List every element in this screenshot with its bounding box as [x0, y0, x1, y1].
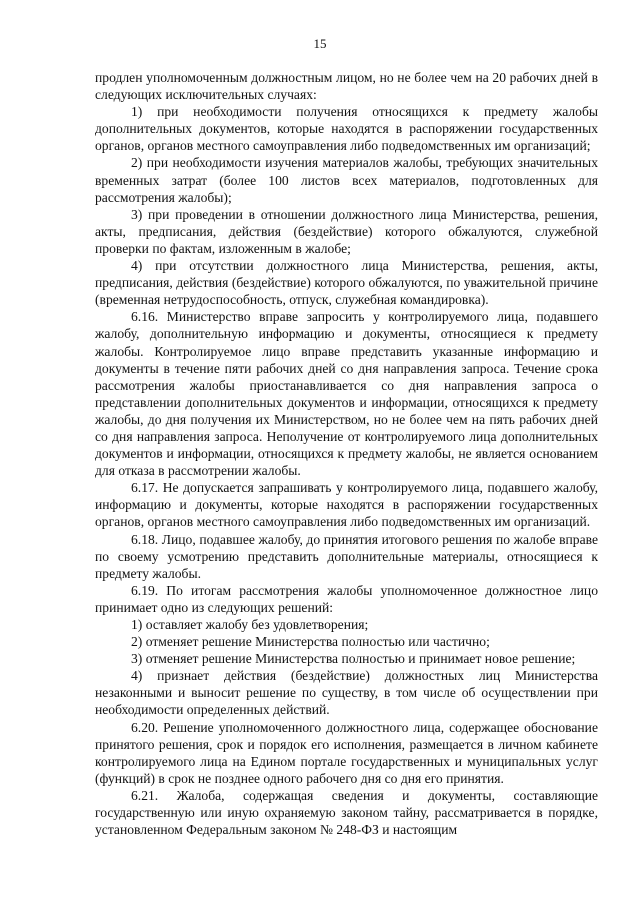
- paragraph-6-20: 6.20. Решение уполномоченного должностного лица, содержащее обоснование принятого решения, срок и порядок его исполнения, размещается в личном кабинете контролируемого лица на Едином портале государственных и муниципальных услуг (функций) в срок не позднее одного рабочего дня со дня его принятия.: [95, 719, 598, 786]
- decision-item-3: 3) отменяет решение Министерства полностью и принимает новое решение;: [131, 651, 576, 667]
- paragraph-item-2: 2) при необходимости изучения материалов жалобы, требующих значительных временных затрат (более 100 листов всех материалов, подготовленных для рассмотрения жалобы);: [95, 155, 598, 205]
- paragraph-continuation: продлен уполномоченным должностным лицом, но не более чем на 20 рабочих дней в следующих исключительных случаях:: [95, 70, 598, 103]
- decision-item-4: 4) признает действия (бездействие) должностных лиц Министерства незаконными и выносит решение по существу, в том числе об осуществлении при необходимости определенных действий.: [95, 668, 598, 718]
- paragraph-item-4: 4) при отсутствии должностного лица Министерства, решения, акты, предписания, действия (бездействие) которого обжалуются, по уважительной причине (временная нетрудоспособность, отпуск, служебная командировка).: [95, 258, 598, 308]
- paragraph-item-3: 3) при проведении в отношении должностного лица Министерства, решения, акты, предписания, действия (бездействие) которого обжалуются, служебной проверки по фактам, изложенным в жалобе;: [95, 206, 598, 256]
- page-number: 15: [313, 36, 327, 51]
- document-body: [95, 69, 598, 838]
- paragraph-6-17: 6.17. Не допускается запрашивать у контролируемого лица, подавшего жалобу, информацию и документы, которые находятся в распоряжении государственных органов, органов местного самоуправления либо подведомственных им организаций.: [95, 480, 598, 530]
- paragraph-6-16: 6.16. Министерство вправе запросить у контролируемого лица, подавшего жалобу, дополнительную информацию и документы, относящиеся к предмету жалобы. Контролируемое лицо вправе представить указанные информацию и документы в течение пяти рабочих дней со дня направления запроса. Течение срока рассмотрения жалобы приостанавливается со дня направления запроса о представлении дополнительных документов и информации, относящихся к предмету жалобы, до дня получения их Министерством, но не более чем на пять рабочих дней со дня направления запроса. Неполучение от контролируемого лица дополнительных документов и информации, относящихся к предмету жалобы, не является основанием для отказа в рассмотрении жалобы.: [95, 309, 598, 479]
- decision-item-1: 1) оставляет жалобу без удовлетворения;: [131, 617, 369, 632]
- paragraph-6-19: 6.19. По итогам рассмотрения жалобы уполномоченное должностное лицо принимает одно из следующих решений:: [95, 582, 598, 615]
- decision-item-2: 2) отменяет решение Министерства полностью или частично;: [131, 634, 490, 650]
- paragraph-item-1: 1) при необходимости получения относящихся к предмету жалобы дополнительных документов, которые находятся в распоряжении государственных органов, органов местного самоуправления либо подведомственных им организаций;: [95, 104, 598, 154]
- paragraph-6-21: 6.21. Жалоба, содержащая сведения и документы, составляющие государственную или иную охраняемую законом тайну, рассматривается в порядке, установленном Федеральным законом № 248-ФЗ и настоящим: [95, 787, 598, 838]
- paragraph-6-18: 6.18. Лицо, подавшее жалобу, до принятия итогового решения по жалобе вправе по своему усмотрению представить дополнительные материалы, относящиеся к предмету жалобы.: [95, 531, 598, 581]
